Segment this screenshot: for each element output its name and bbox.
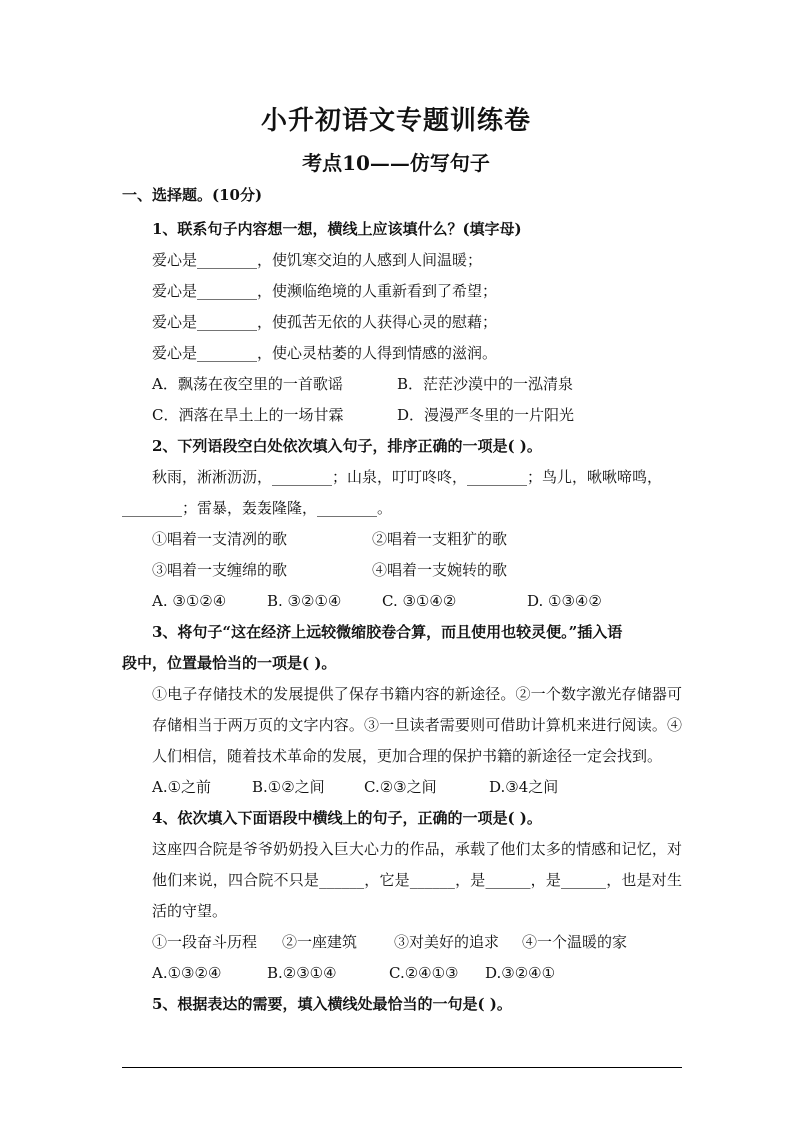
q2-item: ①唱着一支清冽的歌 xyxy=(152,530,288,548)
q4-option-d: D.③②④① xyxy=(485,964,556,982)
q2-item: ②唱着一支粗犷的歌 xyxy=(372,530,508,548)
q1-line: 爱心是________，使孤苦无依的人获得心灵的慰藉； xyxy=(152,313,498,331)
q4-stem: 4、依次填入下面语段中横线上的句子，正确的一项是( )。 xyxy=(152,809,542,827)
q3-options-row xyxy=(122,772,682,803)
q1-stem: 1、联系句子内容想一想，横线上应该填什么？(填字母) xyxy=(152,220,522,238)
q3-option-c: C.②③之间 xyxy=(364,778,437,796)
page-title: 小升初语文专题训练卷 xyxy=(260,106,531,136)
q2-option-d: D. ①③④② xyxy=(527,592,602,610)
q3-option-a: A.①之前 xyxy=(152,778,212,796)
q4-item: ①一段奋斗历程 xyxy=(152,933,258,951)
q2-item: ④唱着一支婉转的歌 xyxy=(372,561,508,579)
q4-option-a: A.①③②④ xyxy=(152,964,222,982)
footer-divider xyxy=(122,1067,682,1068)
section-heading: 一、选择题。(10分) xyxy=(122,186,263,204)
q1-option-c: C．洒落在旱土上的一场甘霖 xyxy=(152,406,344,424)
q1-option-d: D．漫漫严冬里的一片阳光 xyxy=(397,406,575,424)
q3-stem: 3、将句子“这在经济上远较微缩胶卷合算，而且使用也较灵便。”插入语 xyxy=(152,623,623,641)
q2-option-c: C. ③①④② xyxy=(382,592,457,610)
q2-stem: 2、下列语段空白处依次填入句子，排序正确的一项是( )。 xyxy=(152,437,542,455)
q1-line: 爱心是________，使濒临绝境的人重新看到了希望； xyxy=(152,282,498,300)
q3-option-d: D.③4之间 xyxy=(489,778,559,796)
q1-options-row xyxy=(122,369,682,400)
page-subtitle: 考点10——仿写句子 xyxy=(302,151,490,175)
q4-items-row xyxy=(122,927,682,958)
q4-option-c: C.②④①③ xyxy=(389,964,459,982)
q4-options-row xyxy=(122,958,682,989)
q2-paragraph: 秋雨，淅淅沥沥，________；山泉，叮叮咚咚，________；鸟儿，啾啾啼鸣， xyxy=(152,468,663,486)
q5-stem: 5、根据表达的需要，填入横线处最恰当的一句是( )。 xyxy=(152,995,512,1013)
q4-item: ②一座建筑 xyxy=(282,933,358,951)
q1-options-row xyxy=(122,400,682,431)
q1-line: 爱心是________，使心灵枯萎的人得到情感的滋润。 xyxy=(152,344,498,362)
q2-items-row xyxy=(122,555,682,586)
q2-item: ③唱着一支缠绵的歌 xyxy=(152,561,288,579)
q4-item: ④一个温暖的家 xyxy=(522,933,628,951)
q2-paragraph: ________；雷暴，轰轰隆隆，________。 xyxy=(122,499,393,517)
q4-item: ③对美好的追求 xyxy=(394,933,500,951)
q4-option-b: B.②③①④ xyxy=(267,964,337,982)
q2-items-row xyxy=(122,524,682,555)
q1-option-b: B．茫茫沙漠中的一泓清泉 xyxy=(397,375,574,393)
q3-stem: 段中，位置最恰当的一项是( )。 xyxy=(122,654,337,672)
q2-options-row xyxy=(122,586,682,617)
q3-option-b: B.①②之间 xyxy=(252,778,325,796)
document-body xyxy=(122,183,682,1020)
q1-option-a: A．飘荡在夜空里的一首歌谣 xyxy=(152,375,343,393)
q3-paragraph: ①电子存储技术的发展提供了保存书籍内容的新途径。②一个数字激光存储器可存储相当于两万页的文字内容。③一旦读者需要则可借助计算机来进行阅读。④人们相信，随着技术革命的发展，更加合理的保护书籍的新途径一定会找到。 xyxy=(152,685,682,765)
q4-paragraph: 这座四合院是爷爷奶奶投入巨大心力的作品，承载了他们太多的情感和记忆，对他们来说，四合院不只是______，它是______，是______，是______，也是对生活的守望。 xyxy=(152,840,682,920)
q2-option-a: A. ③①②④ xyxy=(152,592,227,610)
q1-line: 爱心是________，使饥寒交迫的人感到人间温暖； xyxy=(152,251,483,269)
q2-option-b: B. ③②①④ xyxy=(267,592,342,610)
